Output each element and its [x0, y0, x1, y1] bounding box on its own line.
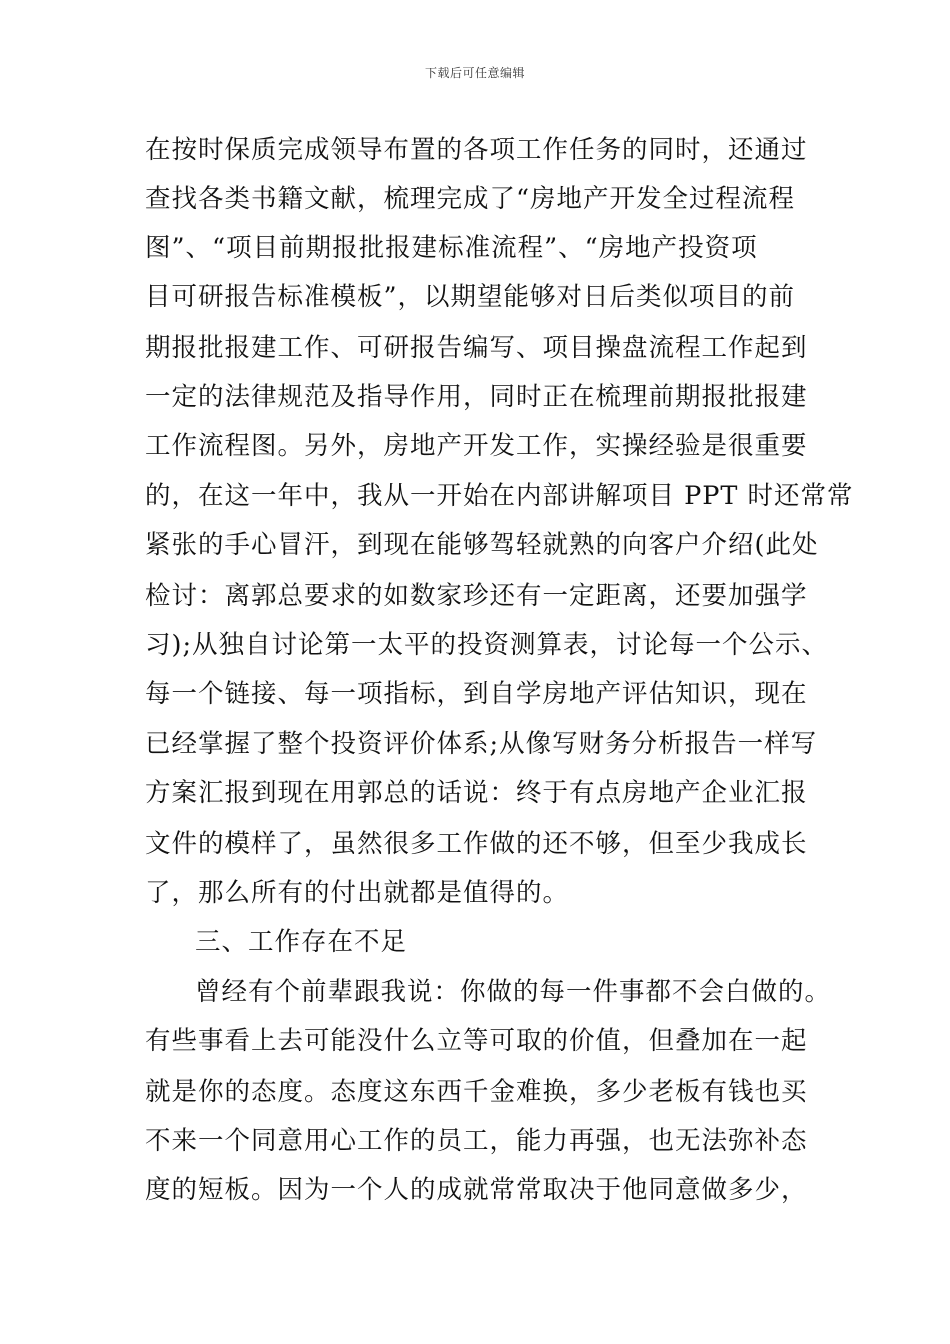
- body-line: 工作流程图。另外，房地产开发工作，实操经验是很重要: [145, 431, 808, 461]
- body-line: 的，在这一年中，我从一开始在内部讲解项目 PPT 时还常常: [145, 481, 854, 511]
- body-line: 度的短板。因为一个人的成就常常取决于他同意做多少，: [145, 1175, 808, 1205]
- body-line: 在按时保质完成领导布置的各项工作任务的同时，还通过: [145, 135, 808, 165]
- body-line: 曾经有个前辈跟我说：你做的每一件事都不会白做的。: [195, 977, 832, 1007]
- body-line: 查找各类书籍文献，梳理完成了“房地产开发全过程流程: [145, 184, 796, 214]
- body-line: 不来一个同意用心工作的员工，能力再强，也无法弥补态: [145, 1126, 808, 1156]
- body-line: 每一个链接、每一项指标，到自学房地产评估知识，现在: [145, 679, 808, 709]
- body-line: 习);从独自讨论第一太平的投资测算表，讨论每一个公示、: [145, 630, 829, 660]
- body-line: 了，那么所有的付出就都是值得的。: [145, 878, 570, 908]
- body-line: 就是你的态度。态度这东西千金难换，多少老板有钱也买: [145, 1077, 808, 1107]
- body-line: 目可研报告标准模板”，以期望能够对日后类似项目的前: [145, 282, 796, 312]
- body-line: 紧张的手心冒汗，到现在能够驾轻就熟的向客户介绍(此处: [145, 530, 819, 560]
- body-line: 图”、“项目前期报批报建标准流程”、“房地产投资项: [145, 233, 758, 263]
- body-line: 一定的法律规范及指导作用，同时正在梳理前期报批报建: [145, 382, 808, 412]
- body-line: 期报批报建工作、可研报告编写、项目操盘流程工作起到: [145, 333, 808, 363]
- body-line: 已经掌握了整个投资评价体系;从像写财务分析报告一样写: [145, 729, 818, 759]
- body-line: 检讨：离郭总要求的如数家珍还有一定距离，还要加强学: [145, 581, 808, 611]
- body-line: 方案汇报到现在用郭总的话说：终于有点房地产企业汇报: [145, 778, 808, 808]
- section-heading: 三、工作存在不足: [195, 927, 408, 957]
- body-line: 文件的模样了，虽然很多工作做的还不够，但至少我成长: [145, 829, 808, 859]
- page-header: 下载后可任意编辑: [424, 66, 525, 80]
- body-line: 有些事看上去可能没什么立等可取的价值，但叠加在一起: [145, 1026, 808, 1056]
